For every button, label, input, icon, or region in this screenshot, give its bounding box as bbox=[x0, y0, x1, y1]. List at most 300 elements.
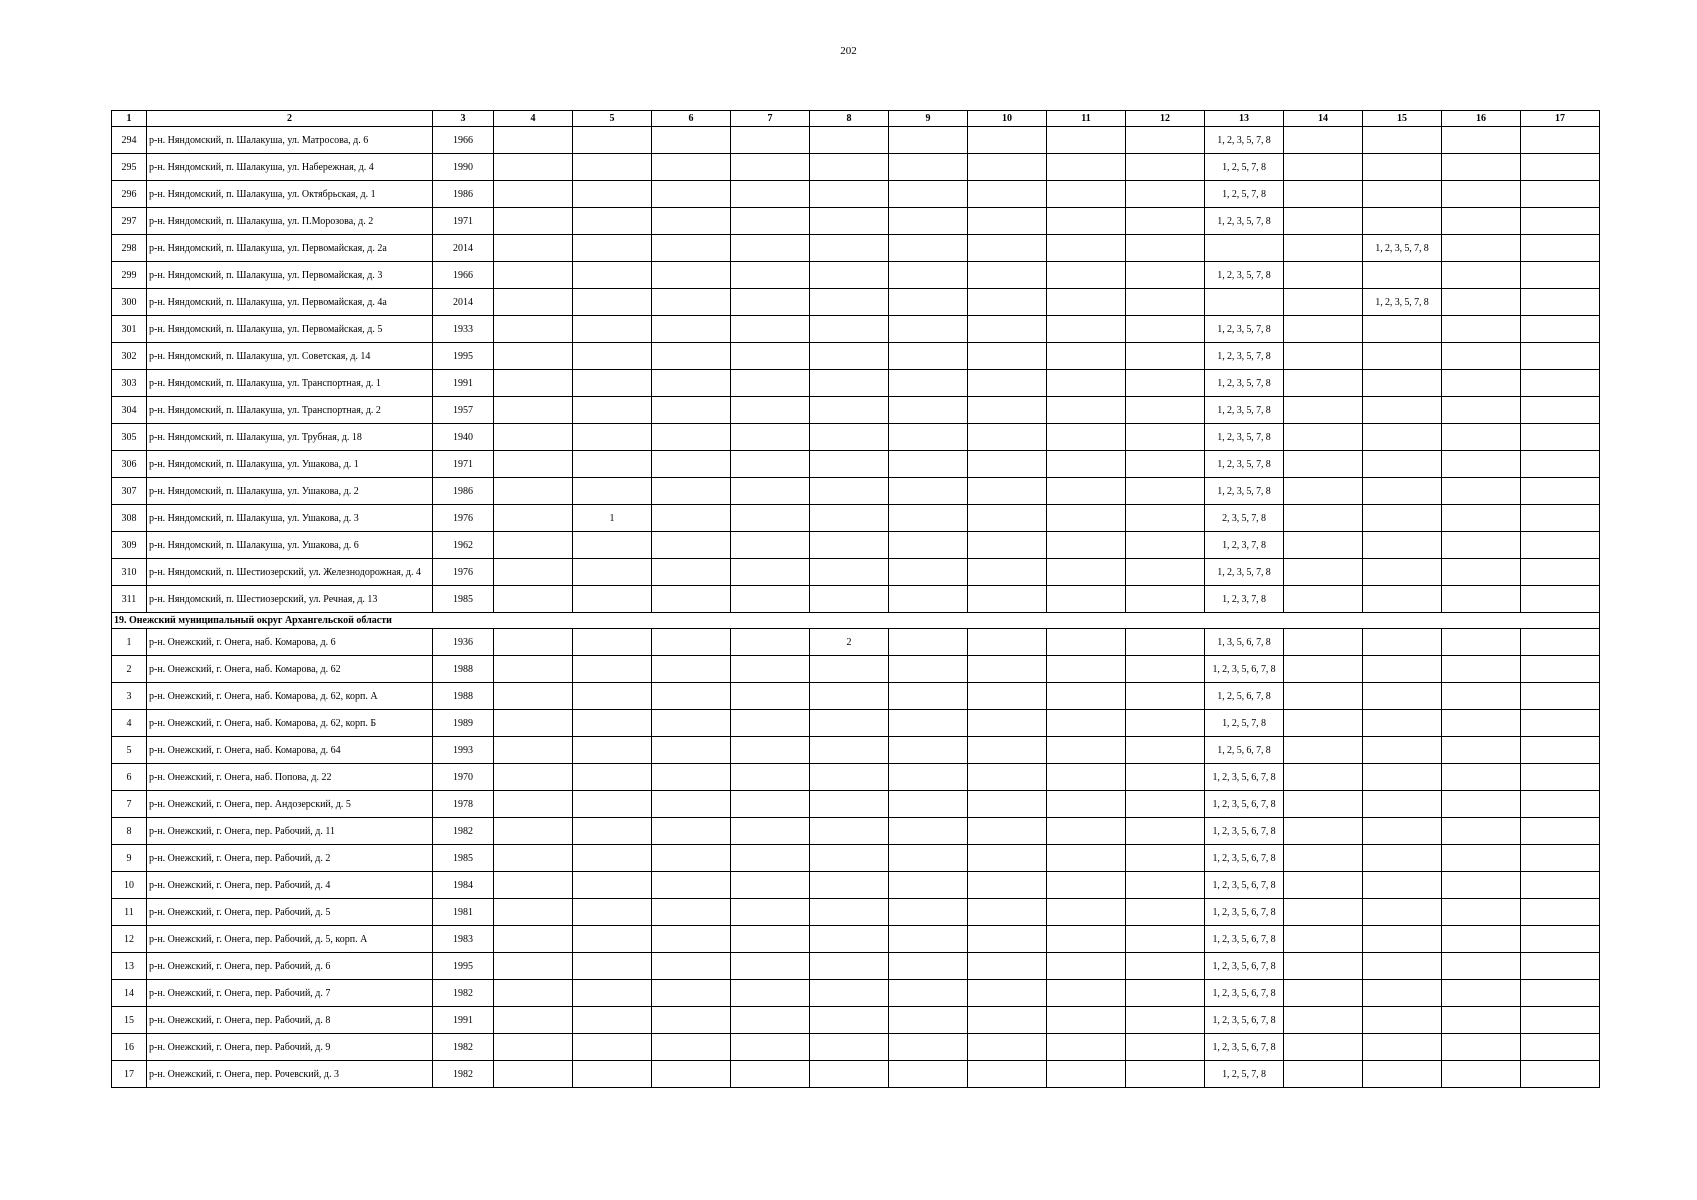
col-7-cell bbox=[731, 953, 810, 980]
col-5-cell bbox=[573, 683, 652, 710]
table-row bbox=[112, 899, 1600, 926]
col-15-cell bbox=[1363, 397, 1442, 424]
col-11-cell bbox=[1047, 559, 1126, 586]
col-10-cell bbox=[968, 478, 1047, 505]
col-5-cell bbox=[573, 737, 652, 764]
col-10-cell bbox=[968, 397, 1047, 424]
table-row bbox=[112, 451, 1600, 478]
col-9-cell bbox=[889, 532, 968, 559]
col-12-cell bbox=[1126, 316, 1205, 343]
col-17-cell bbox=[1521, 262, 1600, 289]
col-8-cell bbox=[810, 953, 889, 980]
year-cell: 2014 bbox=[433, 289, 494, 316]
col-14-cell bbox=[1284, 1061, 1363, 1088]
col-7-cell bbox=[731, 764, 810, 791]
col-12-cell bbox=[1126, 289, 1205, 316]
col-11-cell bbox=[1047, 683, 1126, 710]
address-cell: р-н. Няндомский, п. Шалакуша, ул. П.Морозова, д. 2 bbox=[147, 208, 433, 235]
col-14-cell bbox=[1284, 737, 1363, 764]
col-13-cell: 1, 2, 5, 7, 8 bbox=[1205, 154, 1284, 181]
col-15-cell bbox=[1363, 683, 1442, 710]
col-9-cell bbox=[889, 818, 968, 845]
col-16-cell bbox=[1442, 818, 1521, 845]
table-row bbox=[112, 316, 1600, 343]
col-17-cell bbox=[1521, 1007, 1600, 1034]
col-9-cell bbox=[889, 629, 968, 656]
row-number: 12 bbox=[112, 926, 147, 953]
address-cell: р-н. Онежский, г. Онега, пер. Рабочий, д. 5 bbox=[147, 899, 433, 926]
col-17-cell bbox=[1521, 208, 1600, 235]
col-12-cell bbox=[1126, 478, 1205, 505]
col-13-cell: 2, 3, 5, 7, 8 bbox=[1205, 505, 1284, 532]
col-16-cell bbox=[1442, 629, 1521, 656]
column-header: 12 bbox=[1126, 111, 1205, 127]
row-number: 298 bbox=[112, 235, 147, 262]
col-5-cell bbox=[573, 559, 652, 586]
year-cell: 1971 bbox=[433, 451, 494, 478]
col-6-cell bbox=[652, 845, 731, 872]
row-number: 310 bbox=[112, 559, 147, 586]
col-4-cell bbox=[494, 629, 573, 656]
col-16-cell bbox=[1442, 289, 1521, 316]
col-16-cell bbox=[1442, 1061, 1521, 1088]
row-number: 11 bbox=[112, 899, 147, 926]
col-8-cell bbox=[810, 289, 889, 316]
col-6-cell bbox=[652, 586, 731, 613]
col-14-cell bbox=[1284, 262, 1363, 289]
col-12-cell bbox=[1126, 683, 1205, 710]
address-cell: р-н. Онежский, г. Онега, наб. Комарова, д. 62, корп. Б bbox=[147, 710, 433, 737]
col-6-cell bbox=[652, 262, 731, 289]
col-7-cell bbox=[731, 1007, 810, 1034]
col-17-cell bbox=[1521, 181, 1600, 208]
col-11-cell bbox=[1047, 424, 1126, 451]
col-7-cell bbox=[731, 737, 810, 764]
address-cell: р-н. Онежский, г. Онега, пер. Андозерский, д. 5 bbox=[147, 791, 433, 818]
col-7-cell bbox=[731, 424, 810, 451]
column-header: 11 bbox=[1047, 111, 1126, 127]
col-14-cell bbox=[1284, 235, 1363, 262]
table-row bbox=[112, 181, 1600, 208]
col-13-cell: 1, 2, 3, 5, 6, 7, 8 bbox=[1205, 764, 1284, 791]
col-9-cell bbox=[889, 1007, 968, 1034]
year-cell: 1993 bbox=[433, 737, 494, 764]
table-row bbox=[112, 872, 1600, 899]
address-cell: р-н. Няндомский, п. Шалакуша, ул. Первомайская, д. 5 bbox=[147, 316, 433, 343]
col-13-cell: 1, 2, 5, 7, 8 bbox=[1205, 710, 1284, 737]
table-row bbox=[112, 764, 1600, 791]
row-number: 295 bbox=[112, 154, 147, 181]
col-6-cell bbox=[652, 656, 731, 683]
address-cell: р-н. Онежский, г. Онега, пер. Рабочий, д. 5, корп. А bbox=[147, 926, 433, 953]
col-13-cell bbox=[1205, 289, 1284, 316]
col-8-cell bbox=[810, 926, 889, 953]
col-16-cell bbox=[1442, 683, 1521, 710]
col-17-cell bbox=[1521, 629, 1600, 656]
col-12-cell bbox=[1126, 818, 1205, 845]
col-14-cell bbox=[1284, 629, 1363, 656]
col-10-cell bbox=[968, 208, 1047, 235]
address-cell: р-н. Няндомский, п. Шалакуша, ул. Транспортная, д. 1 bbox=[147, 370, 433, 397]
year-cell: 2014 bbox=[433, 235, 494, 262]
year-cell: 1971 bbox=[433, 208, 494, 235]
col-17-cell bbox=[1521, 926, 1600, 953]
col-15-cell bbox=[1363, 656, 1442, 683]
col-6-cell bbox=[652, 451, 731, 478]
col-17-cell bbox=[1521, 953, 1600, 980]
col-6-cell bbox=[652, 899, 731, 926]
col-5-cell bbox=[573, 791, 652, 818]
col-6-cell bbox=[652, 629, 731, 656]
col-7-cell bbox=[731, 154, 810, 181]
row-number: 306 bbox=[112, 451, 147, 478]
address-cell: р-н. Няндомский, п. Шестиозерский, ул. Железнодорожная, д. 4 bbox=[147, 559, 433, 586]
col-10-cell bbox=[968, 953, 1047, 980]
table-row bbox=[112, 505, 1600, 532]
col-16-cell bbox=[1442, 845, 1521, 872]
col-10-cell bbox=[968, 710, 1047, 737]
col-13-cell: 1, 2, 3, 5, 6, 7, 8 bbox=[1205, 791, 1284, 818]
col-4-cell bbox=[494, 289, 573, 316]
col-17-cell bbox=[1521, 451, 1600, 478]
col-5-cell bbox=[573, 451, 652, 478]
col-7-cell bbox=[731, 899, 810, 926]
col-9-cell bbox=[889, 926, 968, 953]
col-6-cell bbox=[652, 1034, 731, 1061]
address-cell: р-н. Онежский, г. Онега, наб. Попова, д. 22 bbox=[147, 764, 433, 791]
col-9-cell bbox=[889, 899, 968, 926]
col-10-cell bbox=[968, 559, 1047, 586]
col-14-cell bbox=[1284, 343, 1363, 370]
col-16-cell bbox=[1442, 1007, 1521, 1034]
col-14-cell bbox=[1284, 953, 1363, 980]
year-cell: 1991 bbox=[433, 370, 494, 397]
col-15-cell bbox=[1363, 845, 1442, 872]
col-5-cell bbox=[573, 478, 652, 505]
col-6-cell bbox=[652, 764, 731, 791]
col-9-cell bbox=[889, 316, 968, 343]
col-10-cell bbox=[968, 343, 1047, 370]
col-5-cell bbox=[573, 710, 652, 737]
year-cell: 1976 bbox=[433, 559, 494, 586]
year-cell: 1933 bbox=[433, 316, 494, 343]
col-6-cell bbox=[652, 559, 731, 586]
year-cell: 1940 bbox=[433, 424, 494, 451]
col-17-cell bbox=[1521, 343, 1600, 370]
col-16-cell bbox=[1442, 451, 1521, 478]
col-13-cell: 1, 2, 3, 5, 7, 8 bbox=[1205, 316, 1284, 343]
table-row bbox=[112, 710, 1600, 737]
col-5-cell bbox=[573, 397, 652, 424]
col-12-cell bbox=[1126, 980, 1205, 1007]
col-12-cell bbox=[1126, 710, 1205, 737]
col-4-cell bbox=[494, 1007, 573, 1034]
col-15-cell bbox=[1363, 926, 1442, 953]
col-6-cell bbox=[652, 397, 731, 424]
row-number: 4 bbox=[112, 710, 147, 737]
col-17-cell bbox=[1521, 656, 1600, 683]
col-6-cell bbox=[652, 505, 731, 532]
col-7-cell bbox=[731, 478, 810, 505]
col-13-cell: 1, 2, 5, 7, 8 bbox=[1205, 181, 1284, 208]
col-15-cell bbox=[1363, 586, 1442, 613]
col-17-cell bbox=[1521, 586, 1600, 613]
col-11-cell bbox=[1047, 764, 1126, 791]
col-10-cell bbox=[968, 451, 1047, 478]
col-14-cell bbox=[1284, 656, 1363, 683]
registry-table bbox=[111, 110, 1600, 1088]
col-11-cell bbox=[1047, 629, 1126, 656]
col-10-cell bbox=[968, 818, 1047, 845]
col-8-cell bbox=[810, 1007, 889, 1034]
column-header: 13 bbox=[1205, 111, 1284, 127]
col-10-cell bbox=[968, 424, 1047, 451]
col-7-cell bbox=[731, 791, 810, 818]
year-cell: 1989 bbox=[433, 710, 494, 737]
col-13-cell: 1, 2, 3, 5, 7, 8 bbox=[1205, 559, 1284, 586]
col-14-cell bbox=[1284, 586, 1363, 613]
column-header: 10 bbox=[968, 111, 1047, 127]
col-11-cell bbox=[1047, 656, 1126, 683]
col-11-cell bbox=[1047, 980, 1126, 1007]
row-number: 303 bbox=[112, 370, 147, 397]
col-6-cell bbox=[652, 154, 731, 181]
col-10-cell bbox=[968, 181, 1047, 208]
address-cell: р-н. Няндомский, п. Шалакуша, ул. Матросова, д. 6 bbox=[147, 127, 433, 154]
col-4-cell bbox=[494, 656, 573, 683]
col-15-cell bbox=[1363, 629, 1442, 656]
row-number: 302 bbox=[112, 343, 147, 370]
col-10-cell bbox=[968, 1061, 1047, 1088]
col-5-cell bbox=[573, 1007, 652, 1034]
col-11-cell bbox=[1047, 505, 1126, 532]
row-number: 8 bbox=[112, 818, 147, 845]
col-8-cell bbox=[810, 683, 889, 710]
col-5-cell: 1 bbox=[573, 505, 652, 532]
col-7-cell bbox=[731, 181, 810, 208]
col-16-cell bbox=[1442, 127, 1521, 154]
col-17-cell bbox=[1521, 791, 1600, 818]
column-header: 14 bbox=[1284, 111, 1363, 127]
col-8-cell: 2 bbox=[810, 629, 889, 656]
col-5-cell bbox=[573, 316, 652, 343]
table-row bbox=[112, 845, 1600, 872]
table-row bbox=[112, 980, 1600, 1007]
col-13-cell: 1, 2, 3, 5, 6, 7, 8 bbox=[1205, 980, 1284, 1007]
column-header: 2 bbox=[147, 111, 433, 127]
col-16-cell bbox=[1442, 343, 1521, 370]
col-12-cell bbox=[1126, 235, 1205, 262]
col-17-cell bbox=[1521, 289, 1600, 316]
address-cell: р-н. Онежский, г. Онега, пер. Рабочий, д. 8 bbox=[147, 1007, 433, 1034]
col-13-cell: 1, 2, 3, 5, 7, 8 bbox=[1205, 424, 1284, 451]
col-5-cell bbox=[573, 586, 652, 613]
col-16-cell bbox=[1442, 710, 1521, 737]
col-11-cell bbox=[1047, 1061, 1126, 1088]
row-number: 309 bbox=[112, 532, 147, 559]
row-number: 10 bbox=[112, 872, 147, 899]
col-16-cell bbox=[1442, 764, 1521, 791]
col-8-cell bbox=[810, 737, 889, 764]
col-12-cell bbox=[1126, 370, 1205, 397]
row-number: 299 bbox=[112, 262, 147, 289]
year-cell: 1978 bbox=[433, 791, 494, 818]
col-13-cell: 1, 2, 3, 5, 6, 7, 8 bbox=[1205, 872, 1284, 899]
year-cell: 1995 bbox=[433, 343, 494, 370]
col-7-cell bbox=[731, 208, 810, 235]
col-9-cell bbox=[889, 235, 968, 262]
table-row bbox=[112, 559, 1600, 586]
col-10-cell bbox=[968, 505, 1047, 532]
row-number: 307 bbox=[112, 478, 147, 505]
col-8-cell bbox=[810, 586, 889, 613]
column-header: 5 bbox=[573, 111, 652, 127]
col-6-cell bbox=[652, 370, 731, 397]
col-11-cell bbox=[1047, 343, 1126, 370]
col-13-cell: 1, 2, 3, 5, 7, 8 bbox=[1205, 370, 1284, 397]
col-14-cell bbox=[1284, 1034, 1363, 1061]
col-14-cell bbox=[1284, 872, 1363, 899]
col-12-cell bbox=[1126, 1007, 1205, 1034]
col-7-cell bbox=[731, 235, 810, 262]
col-10-cell bbox=[968, 656, 1047, 683]
year-cell: 1966 bbox=[433, 262, 494, 289]
col-8-cell bbox=[810, 710, 889, 737]
col-6-cell bbox=[652, 235, 731, 262]
col-14-cell bbox=[1284, 127, 1363, 154]
col-11-cell bbox=[1047, 953, 1126, 980]
col-9-cell bbox=[889, 710, 968, 737]
col-14-cell bbox=[1284, 980, 1363, 1007]
col-10-cell bbox=[968, 289, 1047, 316]
col-9-cell bbox=[889, 845, 968, 872]
row-number: 1 bbox=[112, 629, 147, 656]
col-16-cell bbox=[1442, 926, 1521, 953]
col-17-cell bbox=[1521, 1061, 1600, 1088]
col-16-cell bbox=[1442, 586, 1521, 613]
row-number: 7 bbox=[112, 791, 147, 818]
col-9-cell bbox=[889, 1034, 968, 1061]
row-number: 301 bbox=[112, 316, 147, 343]
col-4-cell bbox=[494, 791, 573, 818]
col-5-cell bbox=[573, 424, 652, 451]
table-row bbox=[112, 424, 1600, 451]
col-12-cell bbox=[1126, 656, 1205, 683]
col-9-cell bbox=[889, 370, 968, 397]
col-14-cell bbox=[1284, 683, 1363, 710]
col-9-cell bbox=[889, 424, 968, 451]
col-14-cell bbox=[1284, 424, 1363, 451]
col-4-cell bbox=[494, 586, 573, 613]
col-10-cell bbox=[968, 1007, 1047, 1034]
col-17-cell bbox=[1521, 235, 1600, 262]
col-9-cell bbox=[889, 451, 968, 478]
row-number: 5 bbox=[112, 737, 147, 764]
col-10-cell bbox=[968, 370, 1047, 397]
col-11-cell bbox=[1047, 397, 1126, 424]
col-11-cell bbox=[1047, 1007, 1126, 1034]
col-15-cell bbox=[1363, 532, 1442, 559]
col-4-cell bbox=[494, 181, 573, 208]
col-5-cell bbox=[573, 127, 652, 154]
address-cell: р-н. Няндомский, п. Шалакуша, ул. Транспортная, д. 2 bbox=[147, 397, 433, 424]
table-row bbox=[112, 127, 1600, 154]
year-cell: 1988 bbox=[433, 683, 494, 710]
col-4-cell bbox=[494, 424, 573, 451]
col-14-cell bbox=[1284, 397, 1363, 424]
col-14-cell bbox=[1284, 208, 1363, 235]
col-15-cell bbox=[1363, 872, 1442, 899]
col-5-cell bbox=[573, 532, 652, 559]
col-10-cell bbox=[968, 262, 1047, 289]
col-12-cell bbox=[1126, 127, 1205, 154]
col-5-cell bbox=[573, 656, 652, 683]
col-15-cell bbox=[1363, 370, 1442, 397]
year-cell: 1982 bbox=[433, 818, 494, 845]
col-4-cell bbox=[494, 764, 573, 791]
col-9-cell bbox=[889, 208, 968, 235]
col-9-cell bbox=[889, 559, 968, 586]
col-17-cell bbox=[1521, 872, 1600, 899]
table-row bbox=[112, 235, 1600, 262]
year-cell: 1957 bbox=[433, 397, 494, 424]
col-11-cell bbox=[1047, 208, 1126, 235]
col-8-cell bbox=[810, 343, 889, 370]
col-8-cell bbox=[810, 764, 889, 791]
table-row bbox=[112, 791, 1600, 818]
address-cell: р-н. Няндомский, п. Шалакуша, ул. Трубная, д. 18 bbox=[147, 424, 433, 451]
col-11-cell bbox=[1047, 818, 1126, 845]
col-4-cell bbox=[494, 505, 573, 532]
row-number: 308 bbox=[112, 505, 147, 532]
row-number: 3 bbox=[112, 683, 147, 710]
col-7-cell bbox=[731, 289, 810, 316]
col-7-cell bbox=[731, 262, 810, 289]
col-9-cell bbox=[889, 791, 968, 818]
col-17-cell bbox=[1521, 559, 1600, 586]
col-5-cell bbox=[573, 370, 652, 397]
col-4-cell bbox=[494, 683, 573, 710]
col-9-cell bbox=[889, 181, 968, 208]
col-8-cell bbox=[810, 316, 889, 343]
col-15-cell bbox=[1363, 181, 1442, 208]
year-cell: 1982 bbox=[433, 1034, 494, 1061]
table-row bbox=[112, 532, 1600, 559]
row-number: 9 bbox=[112, 845, 147, 872]
col-11-cell bbox=[1047, 872, 1126, 899]
col-16-cell bbox=[1442, 370, 1521, 397]
col-15-cell bbox=[1363, 478, 1442, 505]
col-9-cell bbox=[889, 737, 968, 764]
col-5-cell bbox=[573, 764, 652, 791]
col-10-cell bbox=[968, 235, 1047, 262]
col-11-cell bbox=[1047, 737, 1126, 764]
col-13-cell: 1, 2, 3, 5, 7, 8 bbox=[1205, 208, 1284, 235]
col-4-cell bbox=[494, 370, 573, 397]
row-number: 2 bbox=[112, 656, 147, 683]
row-number: 311 bbox=[112, 586, 147, 613]
table-row bbox=[112, 208, 1600, 235]
table-row bbox=[112, 1007, 1600, 1034]
col-10-cell bbox=[968, 845, 1047, 872]
col-12-cell bbox=[1126, 262, 1205, 289]
address-cell: р-н. Няндомский, п. Шалакуша, ул. Первомайская, д. 3 bbox=[147, 262, 433, 289]
col-7-cell bbox=[731, 532, 810, 559]
table-row bbox=[112, 818, 1600, 845]
col-13-cell bbox=[1205, 235, 1284, 262]
col-8-cell bbox=[810, 451, 889, 478]
col-4-cell bbox=[494, 737, 573, 764]
